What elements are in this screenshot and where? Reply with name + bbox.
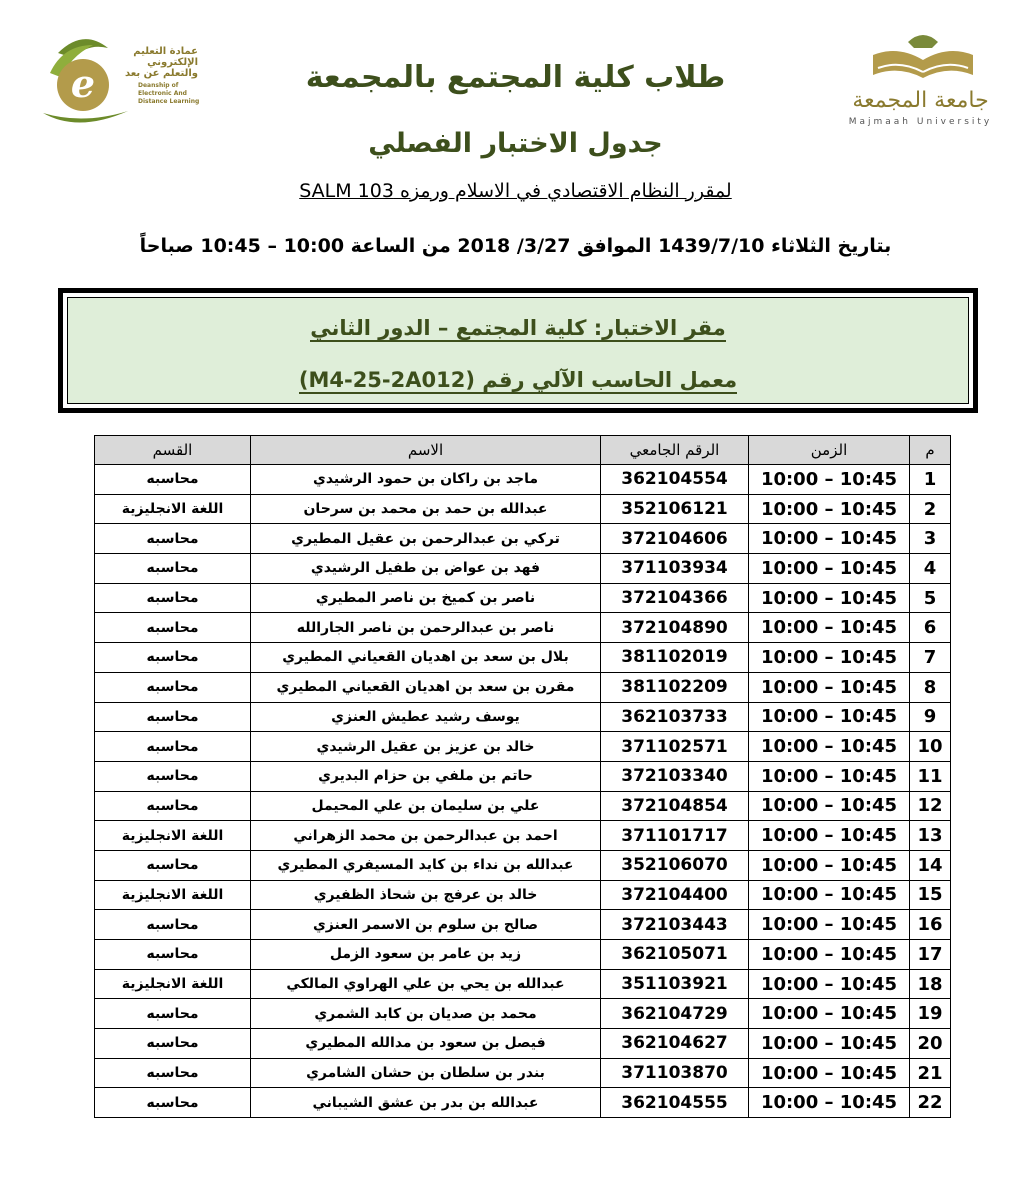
cell-dept: اللغة الانجليزية [95, 494, 251, 524]
cell-no: 3 [910, 524, 951, 554]
cell-dept: محاسبه [95, 554, 251, 584]
table-row [95, 465, 951, 495]
schedule-title: جدول الاختبار الفصلي [368, 128, 663, 159]
cell-no: 21 [910, 1058, 951, 1088]
cell-dept: محاسبه [95, 524, 251, 554]
cell-dept: اللغة الانجليزية [95, 880, 251, 910]
cell-name: يوسف رشيد عطيش العنزي [251, 702, 601, 732]
cell-name: ناصر بن كميخ بن ناصر المطيري [251, 583, 601, 613]
cell-id: 371103934 [601, 554, 749, 584]
cell-dept: محاسبه [95, 910, 251, 940]
cell-no: 12 [910, 791, 951, 821]
cell-dept: محاسبه [95, 1088, 251, 1118]
cell-no: 4 [910, 554, 951, 584]
cell-no: 22 [910, 1088, 951, 1118]
cell-no: 16 [910, 910, 951, 940]
cell-name: خالد بن عرفج بن شحاذ الظفيري [251, 880, 601, 910]
cell-dept: محاسبه [95, 732, 251, 762]
cell-name: صالح بن سلوم بن الاسمر العنزي [251, 910, 601, 940]
cell-time: 10:00 – 10:45 [749, 1088, 910, 1118]
cell-id: 372103340 [601, 761, 749, 791]
cell-dept: محاسبه [95, 791, 251, 821]
cell-dept: محاسبه [95, 643, 251, 673]
cell-name: عبدالله بن بدر بن عشق الشيباني [251, 1088, 601, 1118]
cell-dept: محاسبه [95, 583, 251, 613]
cell-name: مقرن بن سعد بن اهديان القعياني المطيري [251, 672, 601, 702]
cell-name: ناصر بن عبدالرحمن بن ناصر الجارالله [251, 613, 601, 643]
cell-id: 381102019 [601, 643, 749, 673]
cell-id: 362104555 [601, 1088, 749, 1118]
cell-time: 10:00 – 10:45 [749, 672, 910, 702]
table-body [95, 465, 951, 1118]
location-text-1: مقر الاختبار: كلية المجتمع – الدور الثاني [310, 316, 726, 340]
cell-dept: محاسبه [95, 1029, 251, 1059]
deanship-arabic-text: عمادة التعليم الإلكتروني والتعلم عن بعد [124, 46, 198, 79]
cell-name: محمد بن صديان بن كابد الشمري [251, 999, 601, 1029]
cell-dept: محاسبه [95, 940, 251, 970]
table-row [95, 761, 951, 791]
cell-time: 10:00 – 10:45 [749, 1029, 910, 1059]
table-row [95, 583, 951, 613]
cell-name: زيد بن عامر بن سعود الزمل [251, 940, 601, 970]
date-line: بتاريخ الثلاثاء 1439/7/10 الموافق 3/27/ 2018 من الساعة 10:00 – 10:45 صباحاً [139, 235, 892, 257]
cell-time: 10:00 – 10:45 [749, 732, 910, 762]
table-row [95, 969, 951, 999]
cell-id: 372103443 [601, 910, 749, 940]
cell-name: بلال بن سعد بن اهديان القعياني المطيري [251, 643, 601, 673]
table-row [95, 821, 951, 851]
cell-no: 13 [910, 821, 951, 851]
cell-id: 372104400 [601, 880, 749, 910]
cell-name: خالد بن عزيز بن عقيل الرشيدي [251, 732, 601, 762]
cell-dept: محاسبه [95, 999, 251, 1029]
course-line [0, 180, 1031, 202]
header-id: الرقم الجامعي [601, 436, 749, 465]
location-text-2: معمل الحاسب الآلي رقم (M4-25-2A012) [298, 368, 738, 392]
cell-dept: اللغة الانجليزية [95, 969, 251, 999]
cell-id: 362103733 [601, 702, 749, 732]
cell-name: تركي بن عبدالرحمن بن عقيل المطيري [251, 524, 601, 554]
cell-no: 20 [910, 1029, 951, 1059]
cell-no: 17 [910, 940, 951, 970]
cell-time: 10:00 – 10:45 [749, 524, 910, 554]
table-row [95, 494, 951, 524]
cell-id: 362104627 [601, 1029, 749, 1059]
cell-name: عبدالله بن نداء بن كايد المسيفري المطيري [251, 850, 601, 880]
cell-dept: محاسبه [95, 850, 251, 880]
cell-id: 372104366 [601, 583, 749, 613]
cell-id: 372104890 [601, 613, 749, 643]
location-line-1 [68, 316, 968, 340]
cell-time: 10:00 – 10:45 [749, 940, 910, 970]
cell-dept: محاسبه [95, 702, 251, 732]
cell-time: 10:00 – 10:45 [749, 554, 910, 584]
cell-dept: محاسبه [95, 1058, 251, 1088]
cell-dept: اللغة الانجليزية [95, 821, 251, 851]
table-row [95, 672, 951, 702]
cell-id: 371101717 [601, 821, 749, 851]
cell-no: 5 [910, 583, 951, 613]
table-row [95, 1029, 951, 1059]
cell-name: علي بن سليمان بن علي المحيمل [251, 791, 601, 821]
table-header-row [95, 436, 951, 465]
cell-name: حاتم بن ملفي بن حزام البديري [251, 761, 601, 791]
table-row [95, 850, 951, 880]
cell-dept: محاسبه [95, 672, 251, 702]
table-row [95, 940, 951, 970]
cell-no: 9 [910, 702, 951, 732]
exam-location-panel [67, 297, 969, 404]
cell-time: 10:00 – 10:45 [749, 791, 910, 821]
cell-name: عبدالله بن حمد بن محمد بن سرحان [251, 494, 601, 524]
cell-no: 19 [910, 999, 951, 1029]
cell-name: ماجد بن راكان بن حمود الرشيدي [251, 465, 601, 495]
header-name: الاسم [251, 436, 601, 465]
cell-no: 14 [910, 850, 951, 880]
cell-id: 381102209 [601, 672, 749, 702]
course-text: لمقرر النظام الاقتصادي في الاسلام ورمزه SALM 103 [299, 180, 732, 202]
cell-dept: محاسبه [95, 465, 251, 495]
cell-id: 362104554 [601, 465, 749, 495]
cell-time: 10:00 – 10:45 [749, 969, 910, 999]
cell-name: فيصل بن سعود بن مدالله المطيري [251, 1029, 601, 1059]
cell-no: 8 [910, 672, 951, 702]
table-row [95, 1088, 951, 1118]
cell-time: 10:00 – 10:45 [749, 821, 910, 851]
table-row [95, 702, 951, 732]
cell-time: 10:00 – 10:45 [749, 465, 910, 495]
table-row [95, 524, 951, 554]
header-dept: القسم [95, 436, 251, 465]
cell-no: 18 [910, 969, 951, 999]
table-row [95, 554, 951, 584]
header-time: الزمن [749, 436, 910, 465]
cell-time: 10:00 – 10:45 [749, 583, 910, 613]
cell-dept: محاسبه [95, 761, 251, 791]
cell-name: احمد بن عبدالرحمن بن محمد الزهراني [251, 821, 601, 851]
cell-id: 352106070 [601, 850, 749, 880]
university-english-name: Majmaah University [848, 117, 993, 127]
cell-name: عبدالله بن يحي بن علي الهراوي المالكي [251, 969, 601, 999]
cell-name: بندر بن سلطان بن حشان الشامري [251, 1058, 601, 1088]
students-table [94, 435, 951, 1118]
table-row [95, 1058, 951, 1088]
header-no: م [910, 436, 951, 465]
cell-no: 11 [910, 761, 951, 791]
table-row [95, 999, 951, 1029]
cell-id: 372104854 [601, 791, 749, 821]
cell-dept: محاسبه [95, 613, 251, 643]
cell-time: 10:00 – 10:45 [749, 910, 910, 940]
svg-text:e: e [70, 61, 96, 106]
cell-time: 10:00 – 10:45 [749, 613, 910, 643]
cell-no: 7 [910, 643, 951, 673]
page-title: طلاب كلية المجتمع بالمجمعة [305, 60, 726, 95]
deanship-english-text: Deanship of Electronic And Distance Learning [138, 82, 200, 105]
cell-id: 351103921 [601, 969, 749, 999]
cell-no: 15 [910, 880, 951, 910]
cell-time: 10:00 – 10:45 [749, 494, 910, 524]
cell-id: 371102571 [601, 732, 749, 762]
cell-time: 10:00 – 10:45 [749, 1058, 910, 1088]
table-row [95, 791, 951, 821]
cell-time: 10:00 – 10:45 [749, 761, 910, 791]
table-row [95, 732, 951, 762]
cell-no: 6 [910, 613, 951, 643]
cell-no: 2 [910, 494, 951, 524]
cell-no: 1 [910, 465, 951, 495]
exam-location-box [58, 288, 978, 413]
table-row [95, 643, 951, 673]
table-row [95, 613, 951, 643]
university-arabic-name: جامعة المجمعة [852, 88, 989, 113]
location-line-2 [68, 368, 968, 392]
table-row [95, 910, 951, 940]
cell-no: 10 [910, 732, 951, 762]
cell-time: 10:00 – 10:45 [749, 880, 910, 910]
cell-id: 362105071 [601, 940, 749, 970]
cell-time: 10:00 – 10:45 [749, 702, 910, 732]
cell-time: 10:00 – 10:45 [749, 850, 910, 880]
cell-id: 362104729 [601, 999, 749, 1029]
cell-time: 10:00 – 10:45 [749, 643, 910, 673]
cell-id: 352106121 [601, 494, 749, 524]
cell-id: 371103870 [601, 1058, 749, 1088]
cell-time: 10:00 – 10:45 [749, 999, 910, 1029]
cell-id: 372104606 [601, 524, 749, 554]
table-row [95, 880, 951, 910]
cell-name: فهد بن عواض بن طفيل الرشيدي [251, 554, 601, 584]
